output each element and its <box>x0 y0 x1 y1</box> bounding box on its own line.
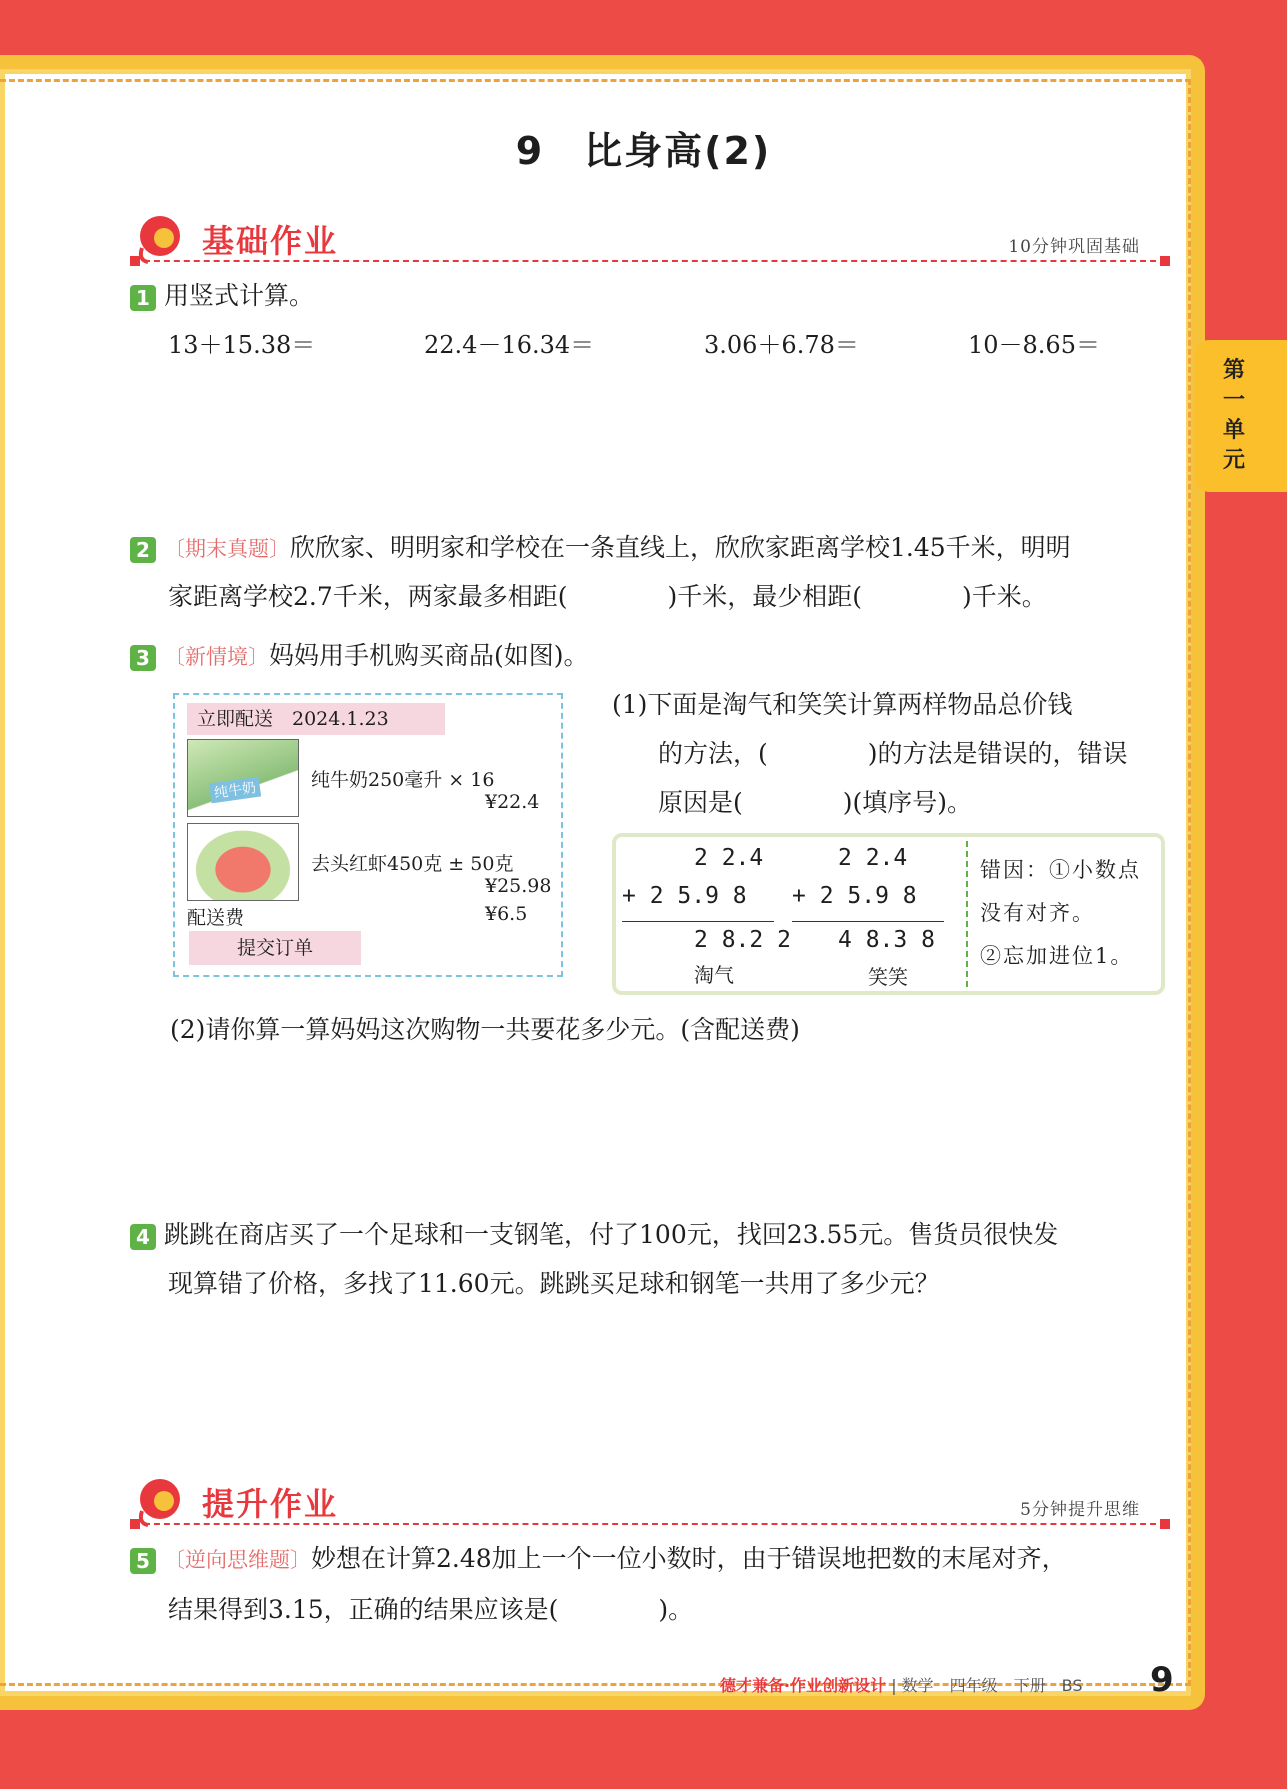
vertical-calc-box <box>612 833 1165 995</box>
section-advanced-header <box>130 1471 1170 1531</box>
item-price: ¥25.98 <box>485 875 552 897</box>
question-number: 2 <box>130 537 156 563</box>
question-tag: 〔逆向思维题〕 <box>164 1548 311 1572</box>
calc-underline <box>622 921 774 922</box>
section-divider <box>134 1523 1166 1525</box>
milk-image-label: 纯牛奶 <box>209 777 261 804</box>
item-price: ¥22.4 <box>485 791 540 813</box>
order-header: 立即配送 2024.1.23 <box>187 703 445 735</box>
section-divider <box>134 260 1166 262</box>
box-divider <box>966 841 968 987</box>
section-note: 10分钟巩固基础 <box>1008 237 1140 257</box>
question-text: 现算错了价格，多找了11.60元。跳跳买足球和钢笔一共用了多少元？ <box>168 1269 940 1298</box>
question-text: 欣欣家、明明家和学校在一条直线上，欣欣家距离学校1.45千米，明明 <box>290 533 1071 562</box>
question-number: 1 <box>130 285 156 311</box>
question-2 <box>130 524 1170 621</box>
question-4 <box>130 1210 1170 1308</box>
calc-result: 2 8.2 2 <box>694 927 791 953</box>
page-title: 9 比身高(2) <box>515 129 772 173</box>
error-reason: ②忘加进位1。 <box>980 944 1134 968</box>
error-reasons <box>980 849 1141 978</box>
question-text: 家距离学校2.7千米，两家最多相距( )千米，最少相距( )千米。 <box>168 582 1047 611</box>
question-text: 用竖式计算。 <box>164 281 315 310</box>
section-basic-header <box>130 208 1170 268</box>
order-screenshot <box>173 693 563 977</box>
question-text: 跳跳在商店买了一个足球和一支钢笔，付了100元，找回23.55元。售货员很快发 <box>164 1220 1059 1249</box>
calc-digits: 2 2.4 <box>838 845 908 871</box>
question-text: 妈妈用手机购买商品(如图)。 <box>269 641 589 670</box>
item-name: 去头红虾450克 ± 50克 <box>311 853 514 875</box>
shrimp-image <box>187 823 299 901</box>
question-number: 4 <box>130 1224 156 1250</box>
delivery-price: ¥6.5 <box>485 903 528 925</box>
question-3-part-2: (2)请你算一算妈妈这次购物一共要花多少元。(含配送费) <box>170 1015 800 1044</box>
calc-result: 4 8.3 8 <box>838 927 935 953</box>
unit-tab-char: 单 <box>1222 418 1245 443</box>
error-reason: 错因：①小数点 <box>980 858 1141 882</box>
question-1 <box>130 272 1170 320</box>
question-text: 结果得到3.15，正确的结果应该是( )。 <box>168 1595 694 1624</box>
question-3-part-1 <box>612 680 1172 827</box>
question-tag: 〔新情境〕 <box>164 645 269 669</box>
section-note: 5分钟提升思维 <box>1020 1500 1140 1520</box>
unit-tab-char: 第 <box>1222 358 1245 383</box>
question-3 <box>130 632 1170 681</box>
item-name: 纯牛奶250毫升 × 16 <box>311 769 495 791</box>
student-name: 笑笑 <box>868 965 908 989</box>
calc-item: 22.4－16.34＝ <box>424 331 595 359</box>
unit-tab-char: 一 <box>1222 388 1245 413</box>
section-title: 基础作业 <box>202 222 339 260</box>
question-text: (1)下面是淘气和笑笑计算两样物品总价钱 <box>612 690 1073 719</box>
page-footer <box>720 1673 1180 1696</box>
question-5 <box>130 1534 1170 1634</box>
calc-digits: + 2 5.9 8 <box>622 883 747 909</box>
calc-underline <box>792 921 944 922</box>
section-title: 提升作业 <box>202 1485 339 1523</box>
calc-item: 13＋15.38＝ <box>168 331 316 359</box>
footer-brand: 德才兼备·作业创新设计 <box>720 1676 887 1695</box>
question-text: 的方法，( )的方法是错误的，错误 <box>658 739 1128 768</box>
calc-item: 3.06＋6.78＝ <box>704 331 859 359</box>
unit-tab[interactable] <box>1195 340 1287 492</box>
milk-image <box>187 739 299 817</box>
unit-tab-char: 元 <box>1222 448 1245 473</box>
student-name: 淘气 <box>694 963 734 987</box>
question-tag: 〔期末真题〕 <box>164 537 290 561</box>
calc-item: 10－8.65＝ <box>968 331 1100 359</box>
delivery-label: 配送费 <box>187 907 245 929</box>
question-text: 妙想在计算2.48加上一个一位小数时，由于错误地把数的末尾对齐， <box>311 1544 1067 1573</box>
question-number: 5 <box>130 1548 156 1574</box>
question-text: 原因是( )(填序号)。 <box>658 788 973 817</box>
question-number: 3 <box>130 645 156 671</box>
footer-info: | 数学 四年级 下册 BS <box>891 1676 1083 1695</box>
calc-digits: + 2 5.9 8 <box>792 883 917 909</box>
calc-digits: 2 2.4 <box>694 845 764 871</box>
page-number: 9 <box>1150 1660 1174 1700</box>
error-reason: 没有对齐。 <box>980 901 1095 925</box>
submit-order-button[interactable]: 提交订单 <box>189 931 361 965</box>
